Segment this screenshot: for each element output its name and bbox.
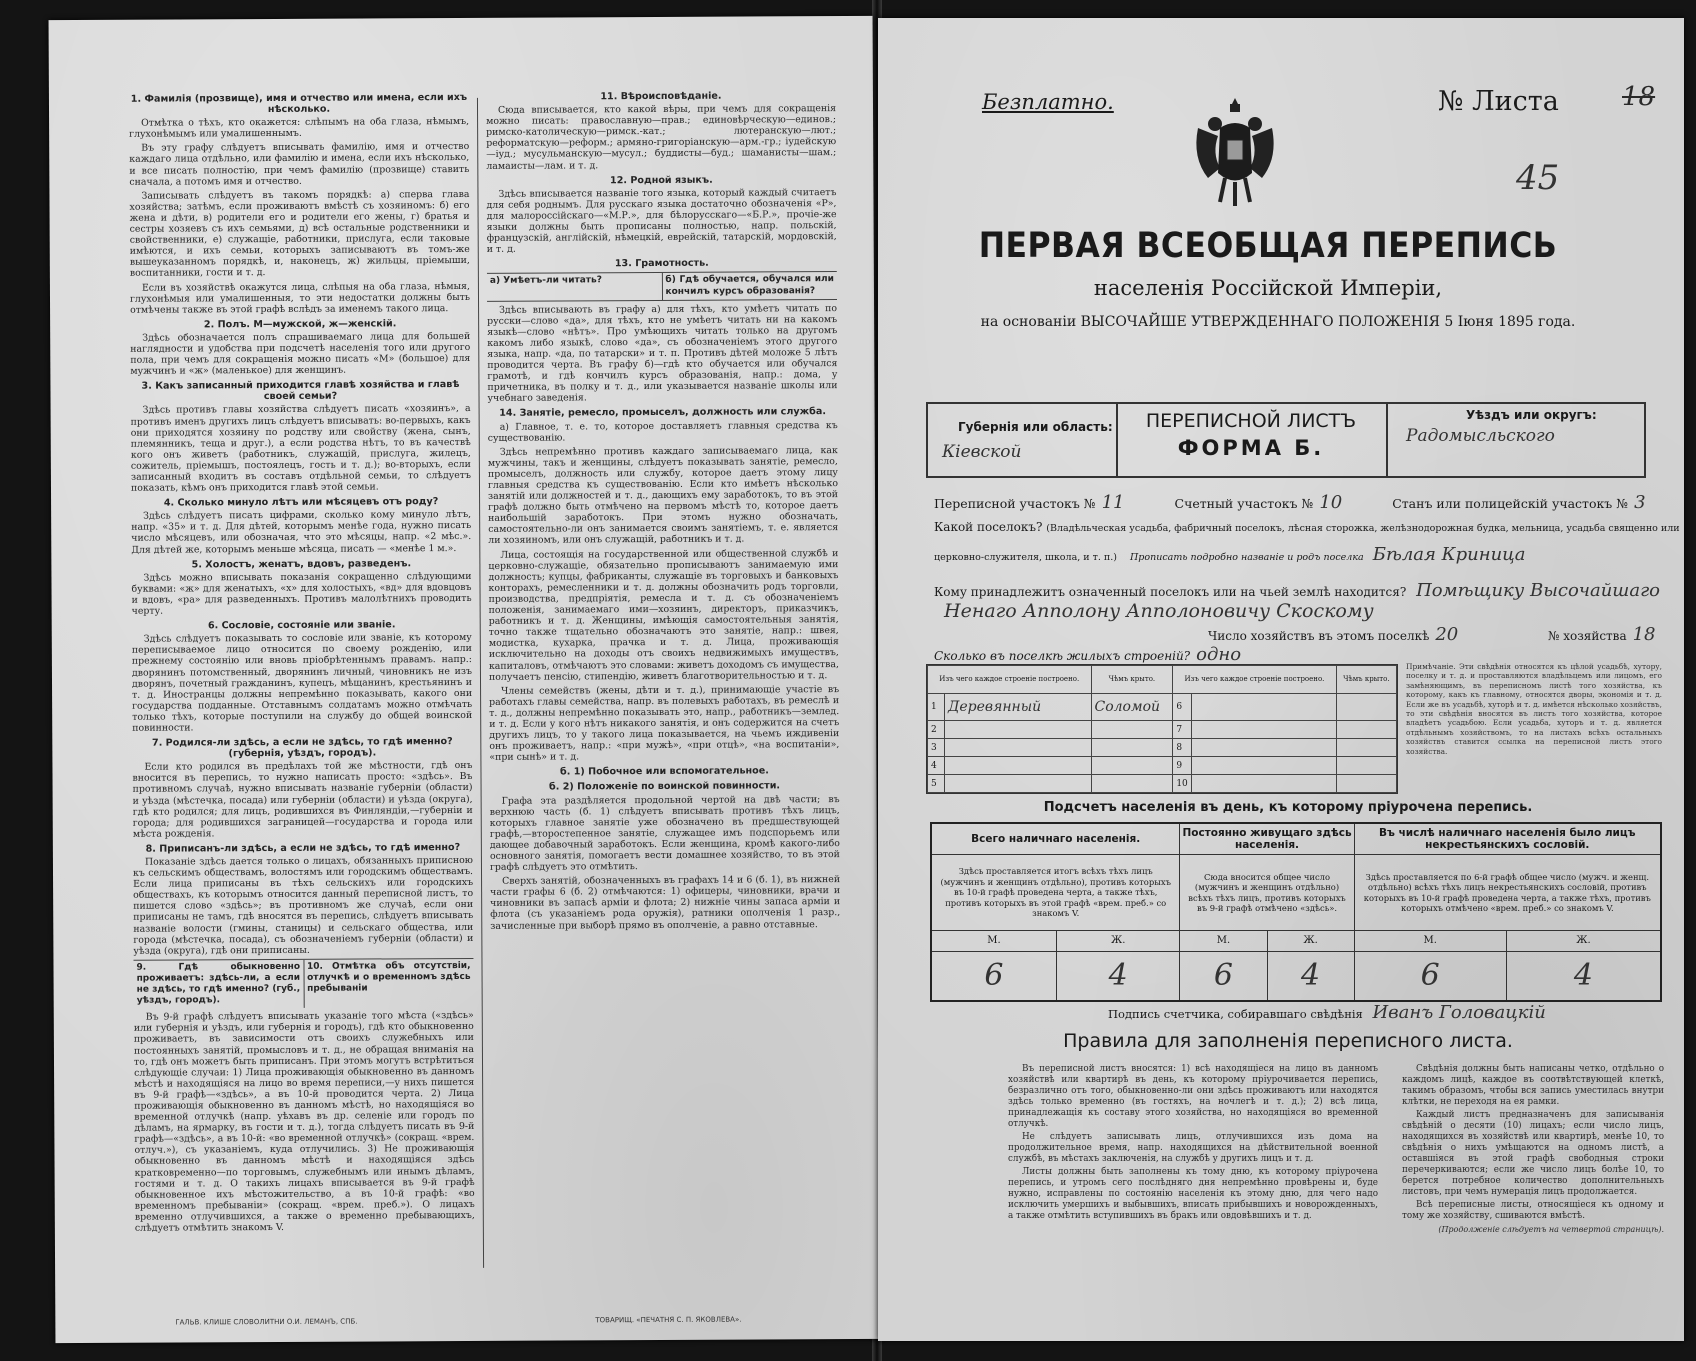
count-non-peasant-male: 6 <box>1354 952 1506 1002</box>
census-district-value: 11 <box>1101 492 1125 513</box>
count-head-total: Всего наличнаго населенія. <box>931 823 1180 855</box>
guberniya-value: Кіевской <box>942 442 1022 462</box>
absence-header: 9. Гдѣ обыкновенно проживаетъ: здѣсь-ли, а если не здѣсь, то гдѣ именно? (губ., уѣздъ, городъ). <box>136 961 301 1006</box>
rules-column-2 <box>1402 1064 1664 1264</box>
section-paragraph: Въ эту графу слѣдуетъ вписывать фамилію, имя и отчество каждаго лица отдѣльно, или фамилію и имена, если ихъ нѣсколько, и все писать полностію, при чемъ фамилію (прозвище) ставить сначала, а потомъ имя и отчество. <box>129 141 470 188</box>
sheet-number-value: 18 <box>1622 82 1656 112</box>
absence-paragraph: Въ 9-й графѣ слѣдуетъ вписывать указаніе того мѣста («здѣсь» или губернія и уѣздъ, или губернія и городъ), гдѣ кто обыкновенно проживаетъ, въ зависимости отъ своихъ служебныхъ или постоянныхъ занятій, промысловъ и т. д., не обращая вниманія на то, гдѣ онъ можетъ быть приписанъ. При этомъ могутъ встрѣтиться слѣдующіе случаи: 1) Лица проживающія обыкновенно въ данномъ мѣстѣ и находящіяся на лицо во время переписи,—у нихъ пишется въ 9-й графѣ—«здѣсь», а въ 10-й проводится черта. 2) Лица проживающія обыкновенно въ данномъ мѣстѣ, но находящіяся во временной отлучкѣ (напр. уѣхавъ въ др. селеніе или городъ по дѣламъ, на ярмарку, въ гости и т. д.), тогда слѣдуетъ писать въ 9-й графѣ—«здѣсь», а въ 10-й: «во временной отлучкѣ» (сокращ. «врем. отлуч.»), съ указаніемъ, куда отлучились. 3) Не проживающія обыкновенно въ данномъ мѣстѣ и находящіяся здѣсь кратковременно—по торговымъ, служебнымъ или инымъ дѣламъ, гостями и т. д. О такихъ лицахъ вписывается въ 9-й графѣ обыкновенное ихъ мѣстожительство, а въ 10-й графѣ: «во временномъ пребываніи» (сокращ. «врем. преб.»). О лицахъ временно отлучившихся, а также о временно пребывающихъ, слѣдуетъ отмѣтить знакомъ V. <box>133 1010 475 1234</box>
households-label: Число хозяйствъ въ этомъ поселкѣ <box>1208 629 1430 643</box>
buildings-cell-n1: 2 <box>928 721 945 739</box>
settlement-line <box>934 520 1680 534</box>
decree-line: на основаніи ВЫСОЧАЙШЕ УТВЕРЖДЕННАГО ПОЛОЖЕНІЯ 5 Іюня 1895 года. <box>980 314 1576 330</box>
buildings-head-roof-1: Чѣмъ крыто. <box>1091 666 1173 694</box>
household-number-label: № хозяйства <box>1548 629 1627 643</box>
section-paragraph: Здѣсь непремѣнно противъ каждаго записываемаго лица, как мужчины, такъ и женщины, слѣдуетъ показывать занятіе, ремесло, промыселъ, должность или службу, которое даетъ этому лицу главныя средства къ существованію. Если кто имѣетъ нѣсколько занятій или должностей и т. д., дающихъ ему заработокъ, то въ этой графѣ должно быть отмѣчено на первомъ мѣстѣ то, которое даетъ наибольшій заработокъ. При этомъ нужно обозначать, самостоятельно-ли онъ занимается своимъ занятіемъ, т. е. является ли хозяиномъ, или онъ служащій, работникъ и т. д. <box>487 444 839 547</box>
buildings-cell-n1: 3 <box>928 739 945 757</box>
buildings-cell-n2: 7 <box>1173 721 1191 739</box>
households-value: 20 <box>1435 624 1459 645</box>
population-count-table <box>930 822 1662 1002</box>
buildings-cell-n2: 9 <box>1173 757 1191 775</box>
rule-paragraph: Каждый листъ предназначенъ для записыванія свѣдѣній о десяти (10) лицахъ; если число лицъ, находящихся въ хозяйствѣ или квартирѣ, менѣе 10, то свѣдѣнія о нихъ умѣщаются на одномъ листѣ, а оставшіяся въ этой графѣ свободныя строки перечеркиваются; если же число лицъ болѣе 10, то берется потребное количество дополнительныхъ листовъ, при чемъ нумерація лицъ продолжается. <box>1402 1110 1664 1197</box>
buildings-cell-roof1 <box>1091 739 1173 757</box>
printer-note-left: ГАЛЬВ. КЛИШЕ СЛОВОЛИТНИ О.И. ЛЕМАНЪ, СПБ. <box>175 1317 358 1327</box>
free-label: Безплатно. <box>982 90 1114 114</box>
section-heading: 4. Сколько минуло лѣтъ или мѣсяцевъ отъ роду? <box>163 496 439 509</box>
section-paragraph: Сюда вписывается, кто какой вѣры, при чемъ для сокращенія можно писать: православную—прав.; единовѣрческую—единов.; римско-католическую—римск.-кат.; лютеранскую—лют.; реформатскую—реформ.; армяно-григоріанскую—арм.-гр.; іудейскую—іуд.; мусульманскую—мусул.; буддисты—буд.; шаманисты—шам.; ламаисты—лам. и т. д. <box>486 103 837 172</box>
counting-district-value: 10 <box>1319 492 1343 513</box>
buildings-cell-roof2 <box>1336 721 1396 739</box>
section-paragraph: Отмѣтка о тѣхъ, кто окажется: слѣпымъ на оба глаза, нѣмымъ, глухонѣмымъ или умалишеннымъ. <box>129 116 470 141</box>
section-heading: 3. Какъ записанный приходится главѣ хозяйства и главѣ своей семьи? <box>141 379 460 403</box>
section-heading: 2. Полъ. М—мужской, ж—женскій. <box>203 318 397 331</box>
buildings-head-roof-2: Чѣмъ крыто. <box>1336 666 1396 694</box>
buildings-head-material-2: Изъ чего каждое строеніе построено. <box>1173 666 1336 694</box>
count-sex-f: Ж. <box>1056 931 1180 952</box>
literacy-question: а) Умѣетъ-ли читать? <box>489 275 602 287</box>
count-text-permanent: Сюда вносится общее число (мужчинъ и женщинъ отдѣльно) всѣхъ тѣхъ лицъ, противъ которыхъ въ 9-й графѣ отмѣчено «здѣсь». <box>1180 855 1354 931</box>
guberniya-cell <box>928 404 1118 476</box>
section-paragraph: Здѣсь слѣдуетъ показывать то сословіе или званіе, къ которому переписываемое лицо относится по своему рожденію, или прежнему состоянію или вновь пріобрѣтеннымъ правамъ. напр.: дворянинъ потомственный, дворянинъ личный, чиновникъ не изъ дворянъ, почетный гражданинъ, купецъ, мѣщанинъ, крестьянинъ и т. д. Иностранцы должны непремѣнно показывать, какого они государства подданные. Отставнымъ солдатамъ можно отмѣчать только тѣхъ, которые поступили на службу до общей воинской повинности. <box>131 632 473 734</box>
form-header-box <box>926 402 1646 478</box>
uezd-value: Радомысльского <box>1406 426 1555 446</box>
settlement-value: Бѣлая Криница <box>1372 544 1526 565</box>
printer-note-right: ТОВАРИЩ. «ПЕЧАТНЯ С. П. ЯКОВЛЕВА». <box>595 1315 742 1325</box>
column-divider <box>477 98 484 1268</box>
buildings-cell-roof1 <box>1091 721 1173 739</box>
owner-line-2 <box>938 600 1380 622</box>
buildings-label: Сколько въ поселкѣ жилыхъ строеній? <box>934 649 1191 663</box>
count-non-peasant-female: 4 <box>1506 952 1661 1002</box>
owner-value-1: Помѣщику Высочайшаго <box>1416 580 1661 601</box>
form-name: ФОРМА Б. <box>1177 436 1325 460</box>
rule-paragraph: Всѣ переписные листы, относящіеся къ одному и тому же хозяйству, сшиваются вмѣстѣ. <box>1402 1200 1664 1221</box>
count-text-total: Здѣсь проставляется итогъ всѣхъ тѣхъ лицъ (мужчинъ и женщинъ отдѣльно), противъ которыхъ въ 10-й графѣ проведена черта, а также тѣхъ, противъ которыхъ въ этой графѣ «врем. преб.» со знакомъ V. <box>931 855 1180 931</box>
household-number-value: 18 <box>1632 624 1656 645</box>
buildings-cell-roof2 <box>1336 693 1396 721</box>
buildings-table <box>926 664 1398 794</box>
section-heading: 14. Занятіе, ремесло, промыселъ, должность или служба. <box>499 406 826 420</box>
count-sex-m: М. <box>1354 931 1506 952</box>
count-permanent-male: 6 <box>1180 952 1267 1002</box>
buildings-cell-mat1 <box>945 721 1092 739</box>
census-district-label: Переписной участокъ № <box>934 496 1096 511</box>
section-paragraph: Сверхъ занятій, обозначенныхъ въ графахъ 14 и 6 (б. 1), въ нижней части графы 6 (б. 2) отмѣчаются: 1) офицеры, чиновники, врачи и чиновники въ запасѣ арміи и флота; 2) нижніе чины запаса арміи и флота (съ указаніемъ рода оружія), ратники ополченія 1 разр., зачисленные при выборѣ прямо въ ополченіе, а равно отставные. <box>490 874 841 932</box>
section-paragraph: Здѣсь обозначается полъ спрашиваемаго лица для большей наглядности и удобства при подсчетѣ населенія того или другого пола, при чемъ для сокращенія можно писать «М» (большое) для мужчинъ и «ж» (маленькое) для женщинъ. <box>130 330 471 377</box>
buildings-head-material-1: Изъ чего каждое строеніе построено. <box>928 666 1092 694</box>
rule-paragraph: Свѣдѣнія должны быть написаны четко, отдѣльно о каждомъ лицѣ, каждое въ соотвѣтствующей клеткѣ, такимъ образомъ, чтобы вся запись уместилась внутри клѣтки, не переходя на ея рамки. <box>1402 1064 1664 1107</box>
buildings-line <box>934 644 1247 665</box>
handwritten-page-number: 45 <box>1516 158 1560 198</box>
buildings-cell-n1: 4 <box>928 757 945 775</box>
owner-value-2: Ненаго Апполону Апполоновичу Скоскому <box>944 600 1374 622</box>
instructions-page <box>49 16 880 1343</box>
section-paragraph: Показаніе здѣсь дается только о лицахъ, обязанныхъ приписною къ сельскимъ обществамъ, волостямъ или городскимъ обществамъ. Если лица приписаны въ тѣхъ сельскихъ или городскихъ обществахъ, къ которымъ относится данный переписной листъ, то пишется слово «здѣсь»; въ противномъ же случаѣ, если они приписаны не тамъ, гдѣ вносятся въ перепись, слѣдуетъ вписывать названіе волости (гмины, станицы) и сельскаго общества, или города (мѣстечка, посада), съ обозначеніемъ губерніи (области) и уѣзда (округа), гдѣ они приписаны. <box>132 854 474 957</box>
count-permanent-female: 4 <box>1267 952 1354 1002</box>
settlement-label: Какой поселокъ? <box>934 520 1043 534</box>
settlement-hint-2: церковно-служителя, школа, и т. п.) <box>934 552 1117 563</box>
buildings-cell-mat2 <box>1191 757 1336 775</box>
buildings-cell-mat1 <box>945 775 1092 793</box>
double-headed-eagle-emblem-icon <box>1190 98 1280 208</box>
buildings-cell-roof1 <box>1091 775 1173 793</box>
stan-value: 3 <box>1634 492 1646 513</box>
buildings-cell-mat1: Деревянный <box>945 693 1092 721</box>
section-heading: 7. Родился-ли здѣсь, а если не здѣсь, то гдѣ именно? (губернія, уѣздъ, городъ). <box>151 736 453 760</box>
form-title-cell <box>1116 404 1388 476</box>
section-paragraph: Если кто родился въ предѣлахъ той же мѣстности, гдѣ онъ вносится въ перепись, то нужно написать просто: «здѣсь». Въ противномъ случаѣ, нужно вписывать названіе губерніи (области) и уѣзда (мѣстечка, посада) или губерніи (области) и уѣзда (округа), гдѣ кто родился; для лицъ, родившихся въ Финляндіи,—губерніи и города; для родившихся заграницей—государства и города или мѣста рожденія. <box>132 760 473 840</box>
section-heading: 1. Фамилія (прозвище), имя и отчество или имена, если ихъ нѣсколько. <box>130 91 468 116</box>
buildings-row <box>928 757 1397 775</box>
instructions-column-2 <box>486 86 841 1088</box>
count-text-non-peasant: Здѣсь проставляется по 6-й графѣ общее число (мужч. и женщ. отдѣльно) всѣхъ тѣхъ лицъ некрестьянскихъ сословій, противъ которыхъ въ 10-й графѣ проведена черта, а также тѣхъ, противъ которыхъ отмѣчено «врем. преб.» со знакомъ V. <box>1354 855 1661 931</box>
section-paragraph: а) Главное, т. е. то, которое доставляетъ главныя средства къ существованію. <box>487 419 838 444</box>
section-heading: 5. Холостъ, женатъ, вдовъ, разведенъ. <box>191 557 412 571</box>
census-subtitle: населенія Россійской Имперіи, <box>1093 276 1443 300</box>
buildings-cell-mat2 <box>1191 739 1336 757</box>
section-heading: б. 2) Положеніе по воинской повинности. <box>549 780 781 793</box>
owner-label: Кому принадлежитъ означенный поселокъ или на чьей землѣ находится? <box>934 585 1407 599</box>
settlement-hint-3: Прописать подробно названіе и родъ поселка <box>1130 552 1364 563</box>
uezd-cell <box>1386 404 1644 476</box>
literacy-question: б) Гдѣ обучается, обучался или кончилъ курсъ образованія? <box>661 272 837 299</box>
count-sex-m: М. <box>931 931 1056 952</box>
literacy-paragraph: Здѣсь вписывають въ графу а) для тѣхъ, кто умѣетъ читать по русски—слово «да», для тѣхъ, кто не умѣетъ читать ни на какомъ языкѣ—слово «нѣтъ». Про умѣющихъ читать только на другомъ какомъ либо языкѣ, слово «да», съ обозначеніемъ этого другого языка, напр. «да, по татарски» и т. п. Противъ дѣтей моложе 5 лѣтъ проводится черта. Въ графу б)—гдѣ кто обучается или обучался грамотѣ, и гдѣ кончилъ курсъ образованія, напр.: дома, у причетника, въ полку и т. д., или указывается названіе школы или учебнаго заведенія. <box>487 302 838 405</box>
count-head-permanent: Постоянно живущаго здѣсь населенія. <box>1180 823 1354 855</box>
buildings-cell-roof1: Соломой <box>1091 693 1173 721</box>
form-title: ПЕРЕПИСНОЙ ЛИСТЪ <box>1145 410 1357 432</box>
section-paragraph: Здѣсь слѣдуетъ писать цифрами, сколько кому минуло лѣтъ, напр. «35» и т. д. Для дѣтей, которымъ менѣе года, нужно писать число мѣсяцевъ, или обозначая, что это мѣсяцы, напр. «2 мѣс.». Для дѣтей же, которымъ меньше мѣсяца, писать — «менѣе 1 м.». <box>131 509 472 556</box>
count-total-male: 6 <box>931 952 1056 1002</box>
buildings-cell-n2: 10 <box>1173 775 1191 793</box>
section-paragraph: Здѣсь можно вписывать показанія сокращенно слѣдующими буквами: «ж» для женатыхъ, «х» для холостыхъ, «вд» для вдовцовъ и вдовъ, «ра» для разведенныхъ. Противъ малолѣтнихъ проводить черту. <box>131 570 472 617</box>
buildings-cell-mat1 <box>945 739 1092 757</box>
buildings-row <box>928 739 1397 757</box>
buildings-cell-mat2 <box>1191 775 1336 793</box>
buildings-cell-roof2 <box>1336 757 1396 775</box>
buildings-cell-n2: 6 <box>1173 693 1191 721</box>
section-heading: 11. Вѣроисповѣданіе. <box>600 90 722 103</box>
section-heading: б. 1) Побочное или вспомогательное. <box>560 765 769 778</box>
signature-label: Подпись счетчика, собиравшаго свѣдѣнія <box>1108 1007 1363 1021</box>
buildings-cell-mat2 <box>1191 721 1336 739</box>
absence-header: 10. Отмѣтка объ отсутствіи, отлучкѣ и о временномъ здѣсь пребываніи <box>303 959 474 1008</box>
sheet-number-label: № Листа <box>1438 86 1559 117</box>
section-heading: 12. Родной языкъ. <box>609 174 713 186</box>
literacy-questions <box>487 271 837 301</box>
buildings-note: Примѣчаніе. Эти свѣдѣнія относятся къ цѣлой усадьбѣ, хутору, поселку и т. д. и проставляются владѣльцемъ или лицомъ, его замѣняющимъ, въ переписномъ листѣ того хозяйства, къ которому, какъ къ главному, относятся дворы, экономія и т. д. Если же въ усадьбѣ, хуторѣ и т. д. имѣется нѣсколько хозяйствъ, то эти свѣдѣнія вносятся въ листъ того хозяйства, которое владѣетъ усадьбою. Если усадьба, хуторъ и т. д. является отдѣльнымъ хозяйствомъ, то на листахъ всѣхъ остальныхъ хозяйствъ ставится ссылка на переписной листъ этого хозяйства. <box>1406 662 1662 756</box>
population-count-title: Подсчетъ населенія въ день, къ которому пріурочена перепись. <box>1043 800 1533 815</box>
section-paragraph: Записывать слѣдуетъ въ такомъ порядкѣ: а) сперва глава хозяйства; затѣмъ, если проживаютъ вмѣстѣ съ хозяиномъ: б) его жена и дѣти, в) родители его и родители его жены, г) братья и сестры хозяевъ съ ихъ семьями, д) всѣ остальные родственники и свойственники, е) служащіе, работники, прислуга, если таковые имѣются, и ихъ семьи, которыхъ записываютъ въ томъ-же вышеуказанномъ порядкѣ, и, наконецъ, ж) жильцы, пріемыши, воспитанники, гости и т. д. <box>129 188 470 280</box>
section-heading: 8. Приписанъ-ли здѣсь, а если не здѣсь, то гдѣ именно? <box>145 841 461 855</box>
buildings-cell-n1: 5 <box>928 775 945 793</box>
absence-headers <box>133 958 473 1009</box>
buildings-cell-roof2 <box>1336 739 1396 757</box>
continued-note: (Продолженіе слѣдуетъ на четвертой страницѣ). <box>1438 1225 1664 1234</box>
enumerator-signature-line <box>1108 1002 1552 1023</box>
buildings-cell-roof2 <box>1336 775 1396 793</box>
section-heading: 6. Сословіе, состояніе или званіе. <box>207 619 396 632</box>
section-paragraph: Лица, состоящія на государственной или общественной службѣ и церковно-служащіе, обязательно прописываютъ занимаемую ими должность; купцы, фабриканты, служащіе въ торговыхъ и банковыхъ конторахъ, ремесленники и т. д. должны обозначить родъ торговли, производства, предпріятія, ремесла и т. д. съ обозначеніемъ положенія, занимаемаго ими—хозяинъ, директоръ, приказчикъ, работникъ и т. д. Женщины, имѣющія самостоятельныя занятія, точно также тщательно обозначаютъ это занятіе, напр.: швея, модистка, кухарка, прачка и т. д. Лица, проживающія исключительно на доходы отъ своихъ недвижимыхъ имуществъ, капиталовъ, отмѣчаютъ это словами: живетъ доходомъ съ имущества, получаетъ пенсію, стипендію, живетъ благотворительностью и т. д. <box>488 547 839 683</box>
uezd-label: Уѣздъ или округъ: <box>1466 408 1597 422</box>
section-paragraph: Здѣсь противъ главы хозяйства слѣдуетъ писать «хозяинъ», а противъ именъ другихъ лицъ слѣдуетъ вписывать: во-первыхъ, какъ они приходятся хозяину по родству или свойству (жена, сынъ, племянникъ, теща и друг.), а если родства нѣтъ, то въ качествѣ кого онъ живетъ (работникъ, служащій, прислуга, жилецъ, сожитель, пріемышъ, постоялецъ, гость и т. д.); во-вторыхъ, если записанный входитъ въ составъ отдѣльной семьи, то слѣдуетъ показать, кѣмъ онъ приходится главѣ этой семьи. <box>130 403 471 494</box>
buildings-cell-n1: 1 <box>928 693 945 721</box>
rule-paragraph: Листы должны быть заполнены къ тому дню, къ которому пріурочена перепись, и утромъ сего послѣдняго дня непремѣнно провѣрены и, буде нужно, исправлены по состоянію населенія къ этому дню, для чего надо исключить умершихъ и выбывшихъ, вписать прибывшихъ и новорожденныхъ, а также отмѣтить вступившихъ въ бракъ или овдовѣвшихъ и т. д. <box>1008 1167 1378 1221</box>
buildings-cell-roof1 <box>1091 757 1173 775</box>
buildings-value: одно <box>1196 644 1242 665</box>
instructions-column-1 <box>129 88 475 1270</box>
settlement-line-2 <box>934 544 1531 565</box>
households-line <box>1208 624 1662 645</box>
count-sex-m: М. <box>1180 931 1267 952</box>
count-sex-f: Ж. <box>1506 931 1661 952</box>
rule-paragraph: Не слѣдуетъ записывать лицъ, отлучившихся изъ дома на продолжительное время, напр. находящихся на дѣйствительной военной службѣ, въ мѣстахъ заключенія, на службѣ у другихъ лицъ и т. д. <box>1008 1132 1378 1164</box>
buildings-row <box>928 721 1397 739</box>
stan-label: Станъ или полицейскій участокъ № <box>1392 496 1629 511</box>
section-paragraph: Члены семействъ (жены, дѣти и т. д.), принимающіе участіе въ работахъ главы семейства, напр. въ полевыхъ работахъ, въ ремеслѣ и т. д., должны непремѣнно показывать это, напр., работникъ—землед. и т. д. Если у кого нѣтъ никакого занятія, и онъ содержится на счетъ другихъ лицъ, то у такого лица показывается, на чьемъ иждивеніи онъ проживаетъ, напр.: «при мужѣ», «при отцѣ», «на воспитаніи», «при сынѣ» и т. д. <box>489 683 840 764</box>
rules-title: Правила для заполненія переписного листа. <box>1063 1030 1513 1052</box>
census-form-page <box>878 18 1684 1341</box>
owner-line <box>934 580 1666 601</box>
section-paragraph: Если въ хозяйствѣ окажутся лица, слѣпыя на оба глаза, нѣмыя, глухонѣмыя или умалишенныя, то эти недостатки должны быть отмѣчены также въ этой графѣ вслѣдъ за именемъ такого лица. <box>129 280 471 316</box>
buildings-row <box>928 693 1397 721</box>
count-sex-f: Ж. <box>1267 931 1354 952</box>
buildings-cell-mat2 <box>1191 693 1336 721</box>
count-head-non-peasant: Въ числѣ наличнаго населенія было лицъ некрестьянскихъ сословій. <box>1354 823 1661 855</box>
buildings-cell-n2: 8 <box>1173 739 1191 757</box>
buildings-cell-mat1 <box>945 757 1092 775</box>
settlement-hint: (Владѣльческая усадьба, фабричный поселокъ, лѣсная сторожка, желѣзнодорожная будка, мельница, усадьба священно или <box>1046 523 1680 534</box>
section-paragraph: Здѣсь вписывается названіе того языка, который каждый считаетъ для себя роднымъ. Для русскаго языка достаточно обозначенія «Р», для малороссійскаго—«М.Р.», для бѣлорусскаго—«Б.Р.», прочіе-же языки должны быть прописаны полностью, напр. польскій, французскій, англійскій, нѣмецкій, еврейскій, татарскій, мордовскій, и т. д. <box>486 186 837 256</box>
signature-value: Иванъ Головацкій <box>1372 1002 1546 1023</box>
districts-line <box>934 492 1652 513</box>
count-total-female: 4 <box>1056 952 1180 1002</box>
counting-district-label: Счетный участокъ № <box>1174 496 1314 511</box>
census-title: ПЕРВАЯ ВСЕОБЩАЯ ПЕРЕПИСЬ <box>978 226 1558 266</box>
section-paragraph: Графа эта раздѣляется продольной чертой на двѣ части; въ верхнюю часть (б. 1) слѣдуетъ вписывать противъ тѣхъ лицъ, которыхъ главное занятіе уже обозначено въ предшествующей графѣ,—второстепенное занятіе, служащее имъ подспорьемъ или дающее добавочный заработокъ. Если женщина, кромѣ какого-либо основного занятія, помогаетъ вести домашнее хозяйство, то въ этой графѣ слѣдуетъ это отмѣтить. <box>489 793 840 873</box>
guberniya-label: Губернія или область: <box>958 420 1113 434</box>
rule-paragraph: Въ переписной листъ вносятся: 1) всѣ находящіеся на лицо въ данномъ хозяйствѣ или квартирѣ въ день, къ которому пріурочивается перепись, безразлично отъ того, обыкновенно-ли они здѣсь проживаютъ или находятся здѣсь только временно (въ гостяхъ, на ночлегѣ и т. д.); 2) всѣ лица, принадлежащія къ составу этого хозяйства, но находящіяся во временной отлучкѣ. <box>1008 1064 1378 1129</box>
buildings-row <box>928 775 1397 793</box>
rules-column-1 <box>1008 1064 1378 1264</box>
section-heading: 13. Грамотность. <box>614 258 709 270</box>
